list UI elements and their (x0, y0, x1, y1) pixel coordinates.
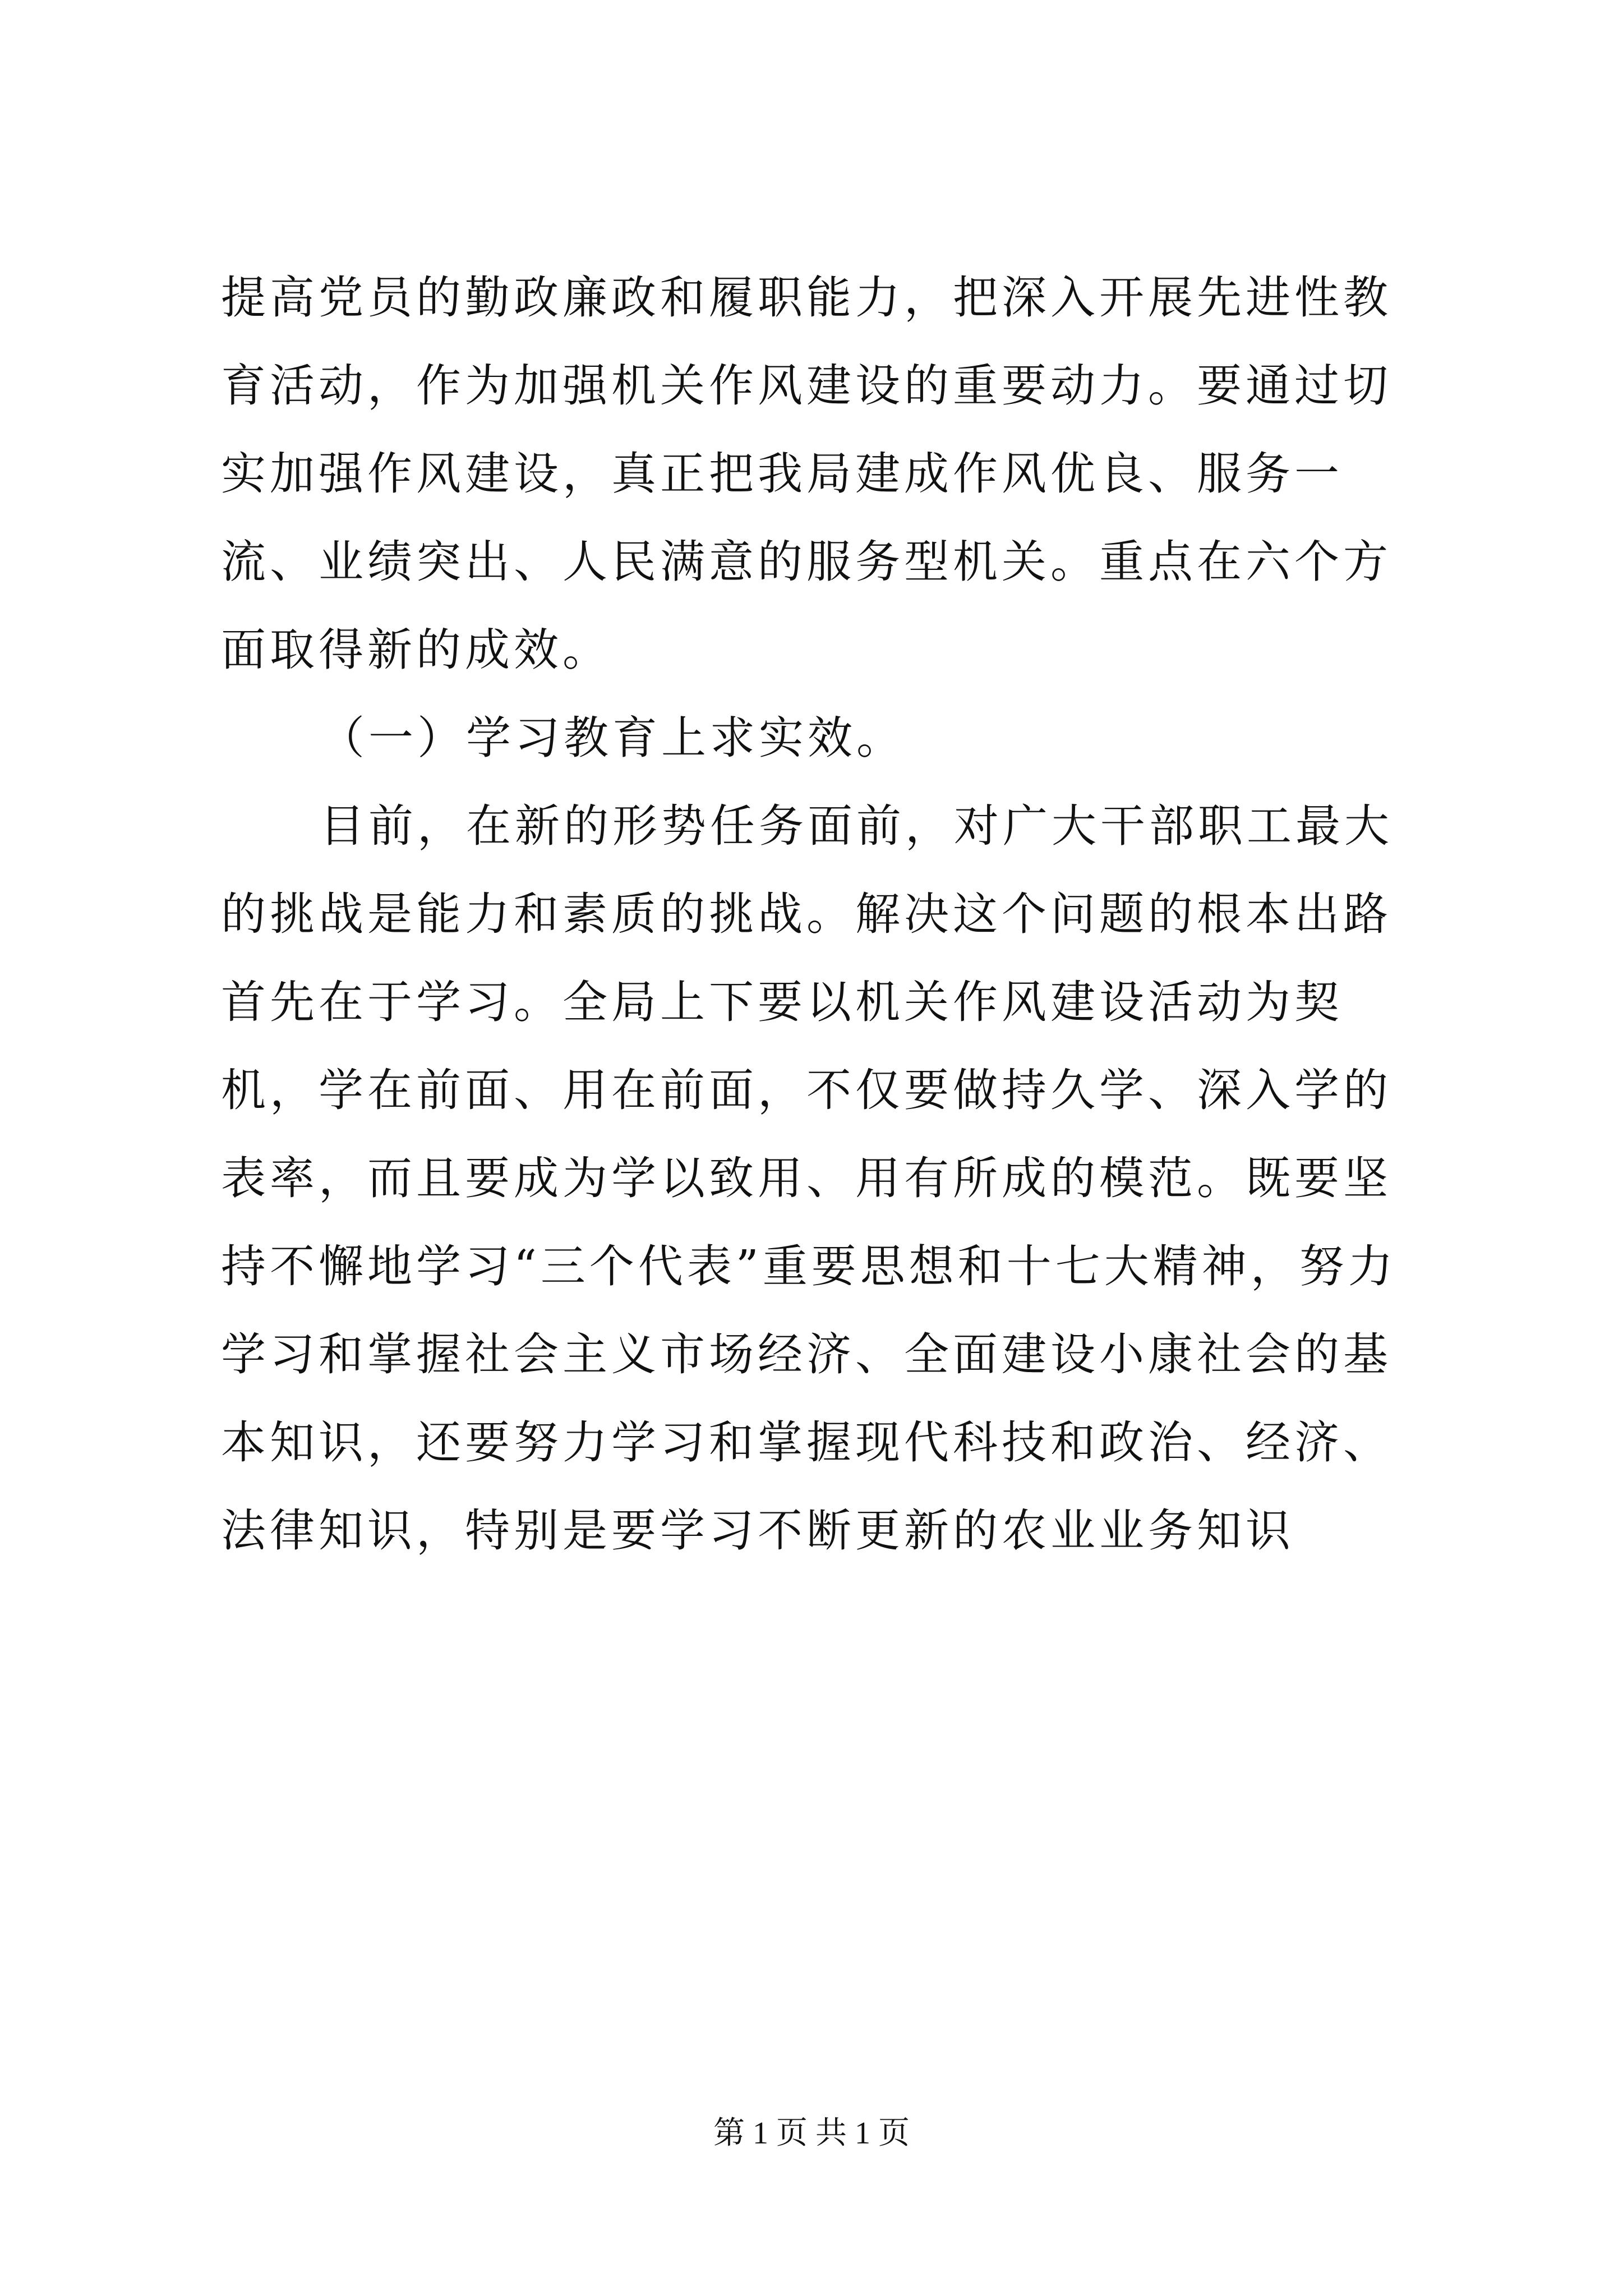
section-heading: （一）学习教育上求实效。 (320, 712, 905, 764)
page-footer: 第 1 页 共 1 页 (713, 2116, 910, 2151)
document-body (221, 254, 1438, 1575)
paragraph-learning: 目前，在新的形势任务面前，对广大干部职工最大的挑战是能力和素质的挑战。解决这个问题的根本出路首先在于学习。全局上下要以机关作风建设活动为契机，学在前面、用在前面，不仅要做持久学、深入学的表率，而且要成为学以致用、用有所成的模范。既要坚持不懈地学习“三个代表”重要思想和十七大精神，努力学习和掌握社会主义市场经济、全面建设小康社会的基本知识，还要努力学习和掌握现代科技和政治、经济、法律知识，特别是要学习不断更新的农业业务知识 (221, 800, 1397, 1557)
paragraph-intro: 提高党员的勤政廉政和履职能力，把深入开展先进性教育活动，作为加强机关作风建设的重要动力。要通过切实加强作风建设，真正把我局建成作风优良、服务一流、业绩突出、人民满意的服务型机关。重点在六个方面取得新的成效。 (221, 272, 1392, 676)
